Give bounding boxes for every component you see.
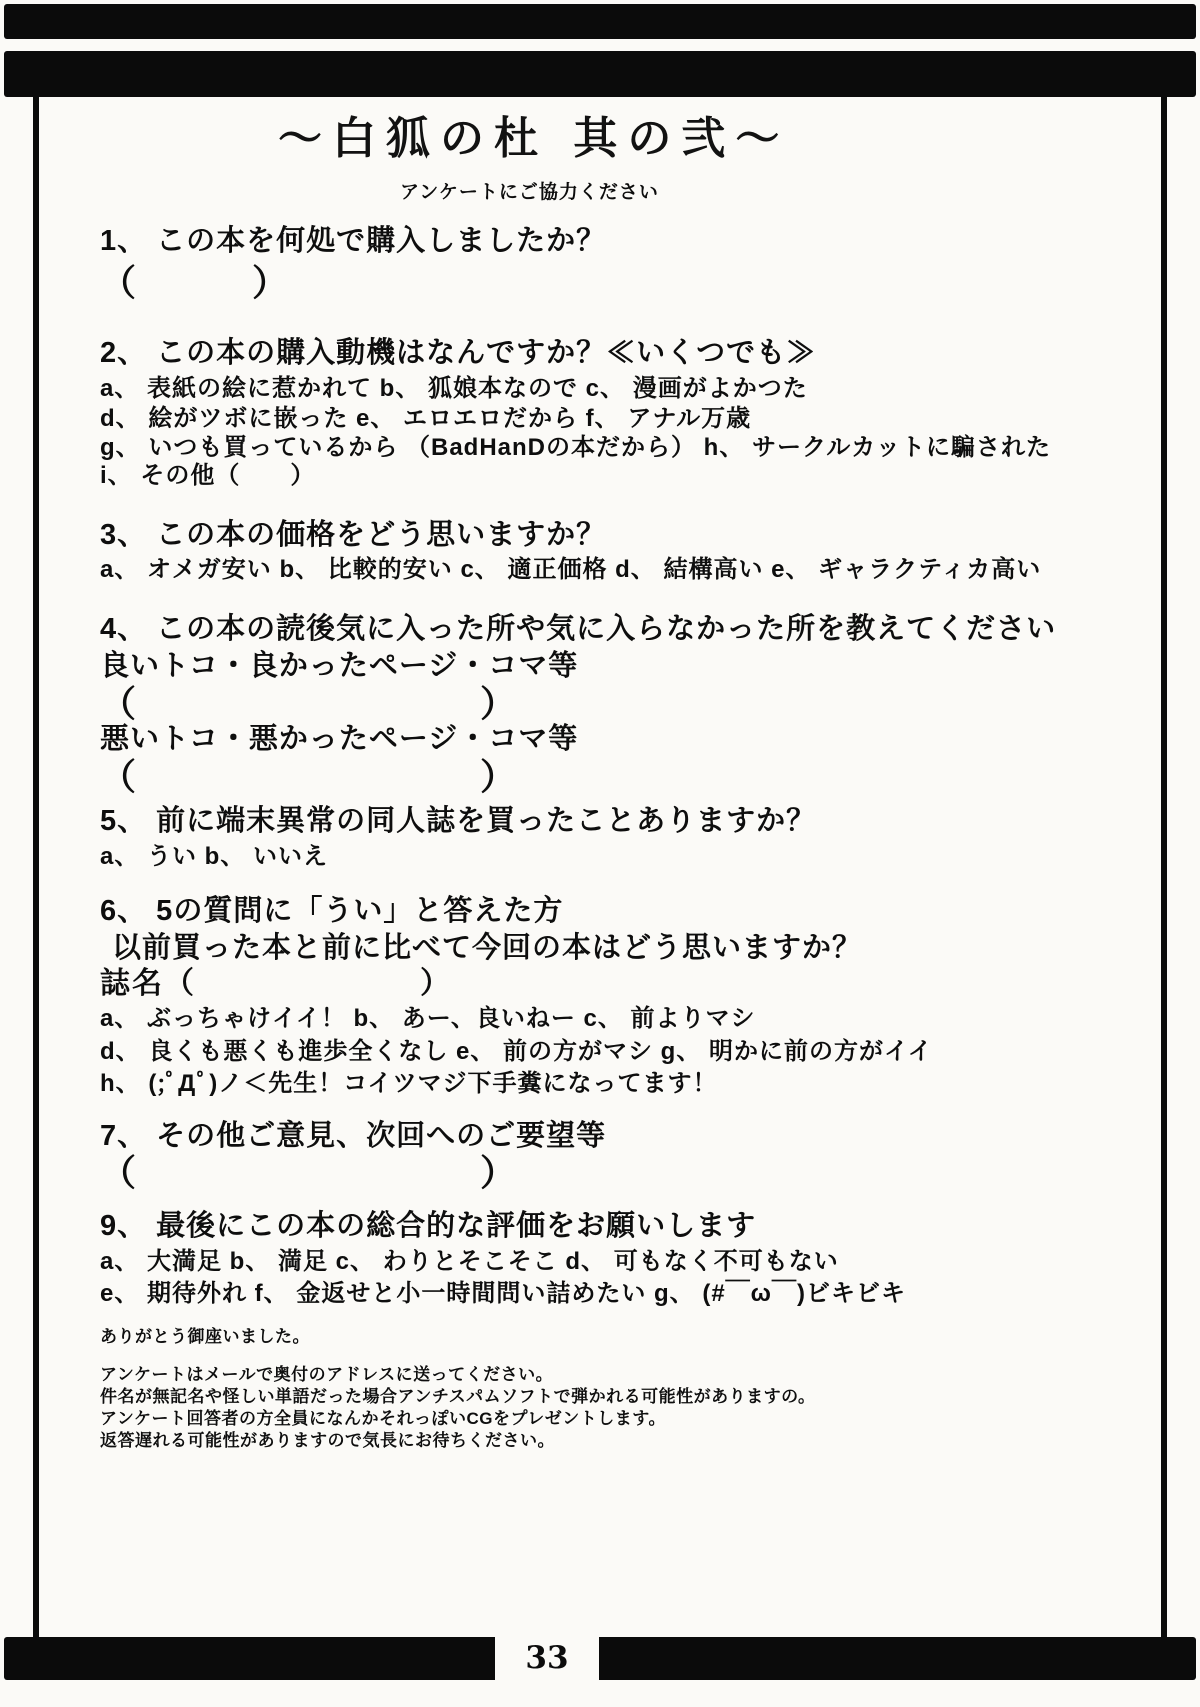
- footer-note-2: 件名が無記名や怪しい単語だった場合アンチスパムソフトで弾かれる可能性がありますの。: [100, 1387, 816, 1406]
- q2-options-line-1: a、 表紙の絵に惹かれて b、 狐娘本なので c、 漫画がよかつた: [100, 375, 808, 402]
- q4-good-answer-blank: （ ）: [100, 683, 519, 724]
- q5-heading: 5、 前に端末異常の同人誌を買ったことありますか？: [100, 805, 817, 837]
- q9-options-line-2: e、 期待外れ f、 金返せと小一時間問い詰めたい g、 (#￣ω￣)ビキビキ: [100, 1280, 906, 1307]
- survey-subtitle: アンケートにご協力ください: [400, 182, 659, 203]
- q2-options-line-3: g、 いつも買っているから （BadHanDの本だから） h、 サークルカットに騙された: [100, 434, 1052, 461]
- q4-good-label: 良いトコ・良かったページ・コマ等: [100, 650, 579, 682]
- page-number-box: [495, 1633, 599, 1683]
- q4-bad-label: 悪いトコ・悪かったページ・コマ等: [100, 723, 579, 755]
- page-number: 33: [525, 1640, 569, 1676]
- q6-options-line-3: h、 (;ﾟДﾟ)ノ＜先生！コイツマジ下手糞になってます！: [100, 1070, 718, 1097]
- q1-answer-blank: （ ）: [100, 262, 291, 303]
- page-title: ～白狐の杜 其の弐～: [278, 113, 790, 164]
- q6-options-line-1: a、 ぶっちゃけイイ！ b、 あー、良いねー c、 前よりマシ: [100, 1005, 756, 1032]
- q3-options-line-1: a、 オメガ安い b、 比較的安い c、 適正価格 d、 結構高い e、 ギャラクティカ高い: [100, 556, 1042, 583]
- q7-answer-blank: （ ）: [100, 1152, 519, 1193]
- q2-options-line-4: i、 その他（ ）: [100, 462, 316, 489]
- q6-options-line-2: d、 良くも悪くも進歩全くなし e、 前の方がマシ g、 明かに前の方がイイ: [100, 1038, 933, 1065]
- bottom-border-band: [4, 1637, 1196, 1680]
- q6-title-blank: 誌名（ ）: [100, 967, 452, 1000]
- q2-heading: 2、 この本の購入動機はなんですか？≪いくつでも≫: [100, 337, 817, 369]
- q6-subheading: 以前買った本と前に比べて今回の本はどう思いますか？: [112, 932, 863, 964]
- q9-heading: 9、 最後にこの本の総合的な評価をお願いします: [100, 1210, 757, 1242]
- top-border-band-outer: [4, 4, 1196, 39]
- left-border-line: [33, 95, 39, 1639]
- top-border-band-inner: [4, 51, 1196, 97]
- q4-bad-answer-blank: （ ）: [100, 756, 519, 797]
- q6-heading: 6、 5の質問に「うい」と答えた方: [100, 895, 564, 927]
- q4-heading: 4、 この本の読後気に入った所や気に入らなかった所を教えてください: [100, 613, 1057, 645]
- q1-heading: 1、 この本を何処で購入しましたか？: [100, 225, 607, 257]
- q7-heading: 7、 その他ご意見、次回へのご要望等: [100, 1120, 607, 1152]
- footer-note-1: アンケートはメールで奥付のアドレスに送ってください。: [100, 1365, 554, 1384]
- q9-options-line-1: a、 大満足 b、 満足 c、 わりとそこそこ d、 可もなく不可もない: [100, 1248, 839, 1275]
- thanks-text: ありがとう御座いました。: [100, 1327, 310, 1346]
- q3-heading: 3、 この本の価格をどう思いますか？: [100, 519, 607, 551]
- right-border-line: [1161, 95, 1167, 1639]
- q2-options-line-2: d、 絵がツボに嵌った e、 エロエロだから f、 アナル万歳: [100, 405, 752, 432]
- q5-options-line-1: a、 うい b、 いいえ: [100, 843, 329, 870]
- footer-note-3: アンケート回答者の方全員になんかそれっぽいCGをプレゼントします。: [100, 1409, 666, 1428]
- footer-note-4: 返答遅れる可能性がありますので気長にお待ちください。: [100, 1431, 555, 1450]
